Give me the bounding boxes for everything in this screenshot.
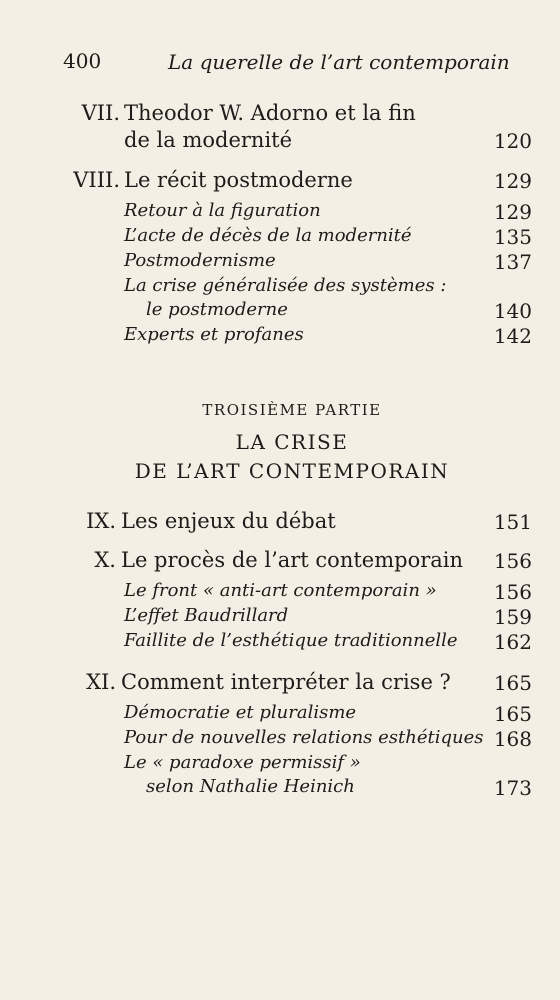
section-page: 135 xyxy=(493,225,532,249)
section-title: Postmodernisme xyxy=(124,250,276,271)
chapter-page-viii: 129 xyxy=(493,169,532,193)
section-title: Experts et profanes xyxy=(124,324,304,345)
chapter-page-x: 156 xyxy=(493,549,532,573)
chapter-title-x: Le procès de l’art contemporain xyxy=(121,548,464,572)
chapter-page-vii: 120 xyxy=(493,129,532,153)
section-title: Le front « anti-art contemporain » xyxy=(124,580,437,601)
chapter-title-vii-line1: Theodor W. Adorno et la fin xyxy=(124,101,416,125)
chapter-numeral-vii: VII. xyxy=(81,101,120,125)
section-title: L’effet Baudrillard xyxy=(124,605,289,626)
section-page: 168 xyxy=(493,727,532,751)
section-page: 129 xyxy=(493,200,532,224)
section-title-line1: La crise généralisée des systèmes : xyxy=(124,275,447,296)
chapter-page-ix: 151 xyxy=(493,510,532,534)
page-number: 400 xyxy=(63,49,102,73)
chapter-numeral-ix: IX. xyxy=(86,509,116,533)
section-page: 165 xyxy=(493,702,532,726)
section-title-line2: le postmoderne xyxy=(146,299,288,320)
chapter-title-viii: Le récit postmoderne xyxy=(124,168,353,192)
part-label: TROISIÈME PARTIE xyxy=(202,401,382,419)
section-title: Retour à la figuration xyxy=(124,200,321,221)
chapter-title-xi: Comment interpréter la crise ? xyxy=(121,670,451,694)
chapter-title-ix: Les enjeux du débat xyxy=(121,509,336,533)
section-page: 162 xyxy=(493,630,532,654)
section-title: Pour de nouvelles relations esthétiques xyxy=(124,727,484,748)
part-title-line2: DE L’ART CONTEMPORAIN xyxy=(134,459,450,483)
section-page: 140 xyxy=(493,299,532,323)
section-title-line1: Le « paradoxe permissif » xyxy=(124,752,361,773)
chapter-numeral-x: X. xyxy=(94,548,116,572)
section-page: 159 xyxy=(493,605,532,629)
chapter-title-vii-line2: de la modernité xyxy=(124,128,293,152)
section-title-line2: selon Nathalie Heinich xyxy=(146,776,355,797)
section-page: 137 xyxy=(493,250,532,274)
section-title: Démocratie et pluralisme xyxy=(124,702,357,723)
chapter-numeral-viii: VIII. xyxy=(73,168,120,192)
part-title-line1: LA CRISE xyxy=(235,430,349,454)
section-title: L’acte de décès de la modernité xyxy=(124,225,412,246)
running-title: La querelle de l’art contemporain xyxy=(168,50,510,74)
section-title: Faillite de l’esthétique traditionnelle xyxy=(124,630,458,651)
chapter-numeral-xi: XI. xyxy=(86,670,116,694)
section-page: 173 xyxy=(493,776,532,800)
section-page: 142 xyxy=(493,324,532,348)
chapter-page-xi: 165 xyxy=(493,671,532,695)
section-page: 156 xyxy=(493,580,532,604)
